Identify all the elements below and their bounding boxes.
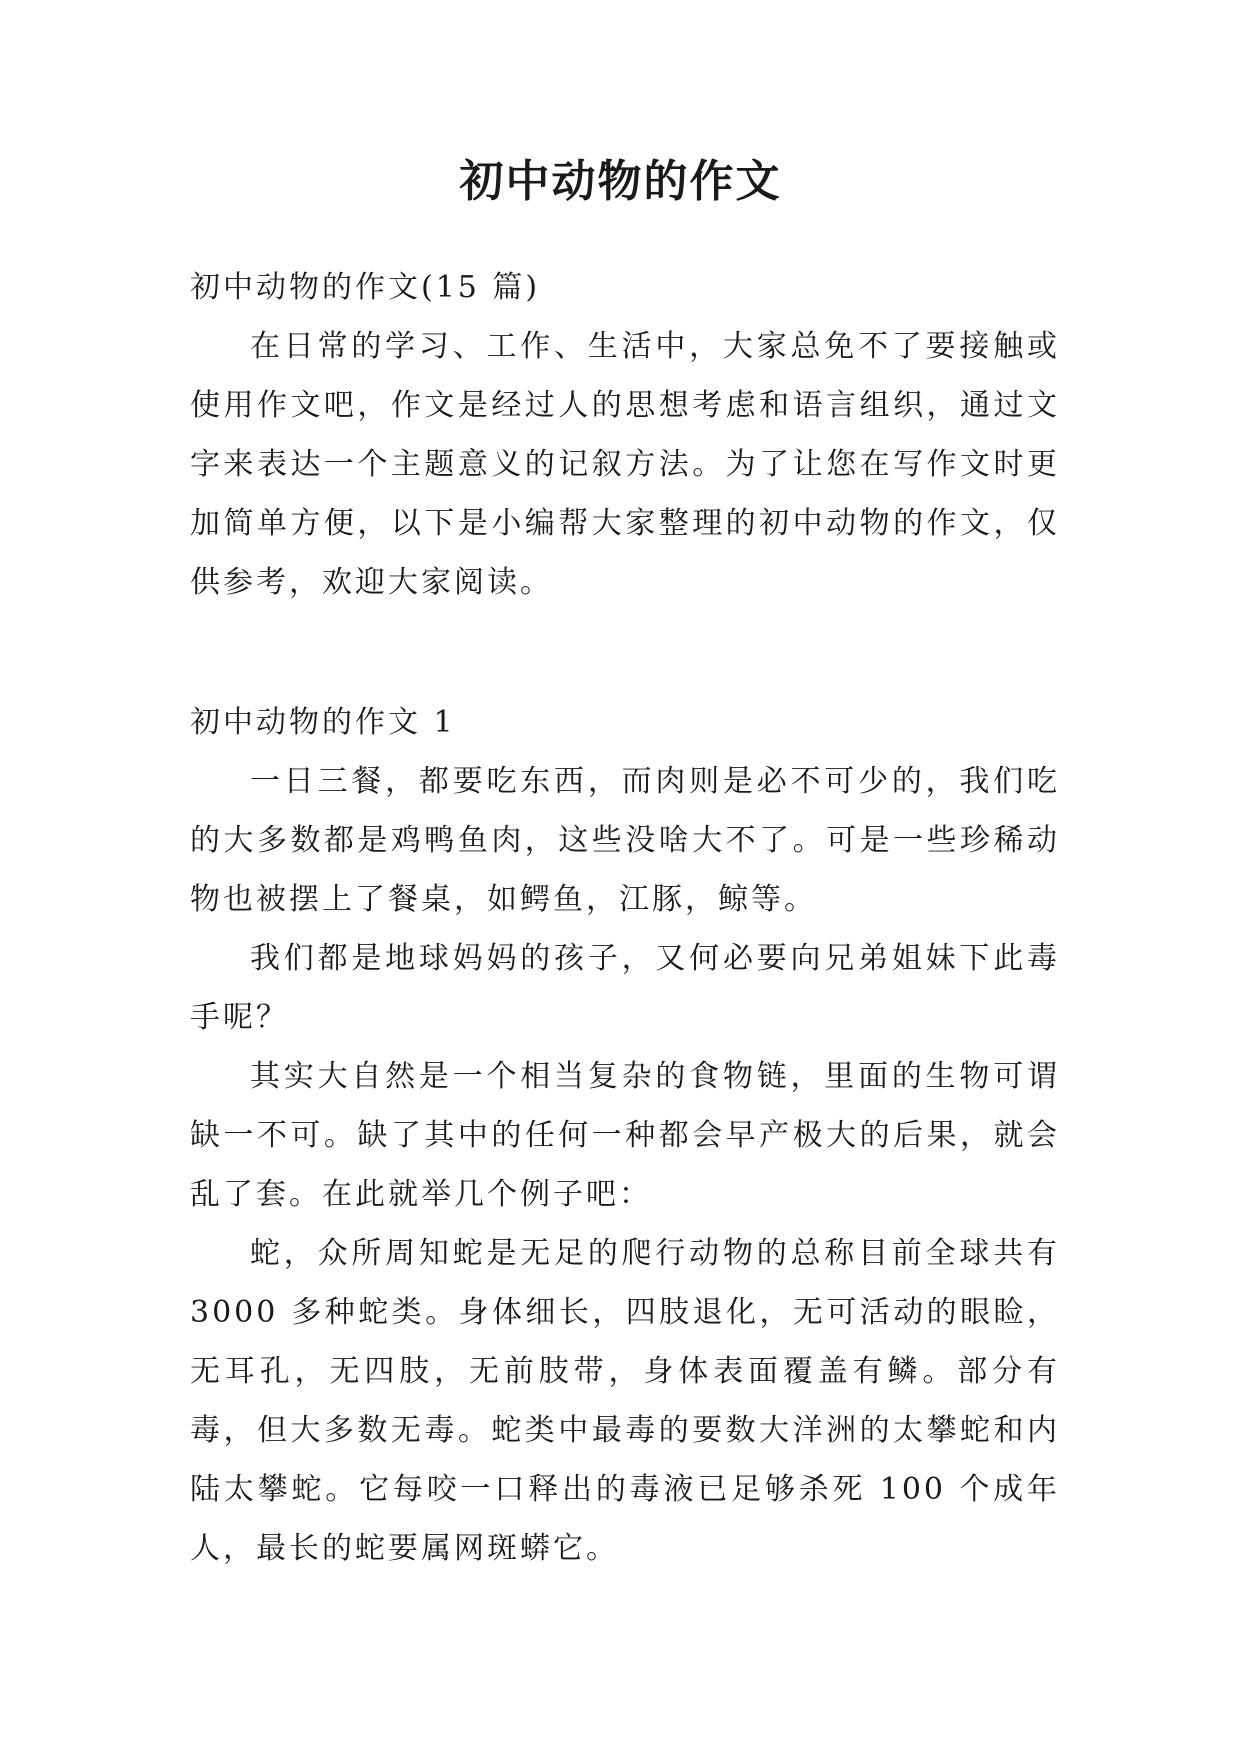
- essay-1-paragraph-3: 其实大自然是一个相当复杂的食物链，里面的生物可谓缺一不可。缺了其中的任何一种都会早产极大的后果，就会乱了套。在此就举几个例子吧：: [190, 1059, 1060, 1212]
- intro-section: [190, 258, 1060, 612]
- essay-1-paragraph-1: 一日三餐，都要吃东西，而肉则是必不可少的，我们吃的大多数都是鸡鸭鱼肉，这些没啥大不了。可是一些珍稀动物也被摆上了餐桌，如鳄鱼，江豚，鲸等。: [190, 764, 1060, 917]
- document-title: 初中动物的作文: [459, 156, 782, 207]
- essay-1-section: [190, 693, 1060, 1578]
- intro-heading: 初中动物的作文(15 篇): [190, 270, 541, 305]
- essay-1-paragraph-2: 我们都是地球妈妈的孩子，又何必要向兄弟姐妹下此毒手呢？: [190, 941, 1060, 1035]
- intro-paragraph: 在日常的学习、工作、生活中，大家总免不了要接触或使用作文吧，作文是经过人的思想考虑和语言组织，通过文字来表达一个主题意义的记叙方法。为了让您在写作文时更加简单方便，以下是小编帮大家整理的初中动物的作文，仅供参考，欢迎大家阅读。: [190, 329, 1060, 600]
- essay-1-paragraph-4: 蛇，众所周知蛇是无足的爬行动物的总称目前全球共有3000 多种蛇类。身体细长，四肢退化，无可活动的眼睑，无耳孔，无四肢，无前肢带，身体表面覆盖有鳞。部分有毒，但大多数无毒。蛇类中最毒的要数大洋洲的太攀蛇和内陆太攀蛇。它每咬一口释出的毒液已足够杀死 100 个成年人，最长的蛇要属网斑蟒它。: [190, 1236, 1060, 1566]
- essay-1-heading: 初中动物的作文 1: [190, 705, 456, 740]
